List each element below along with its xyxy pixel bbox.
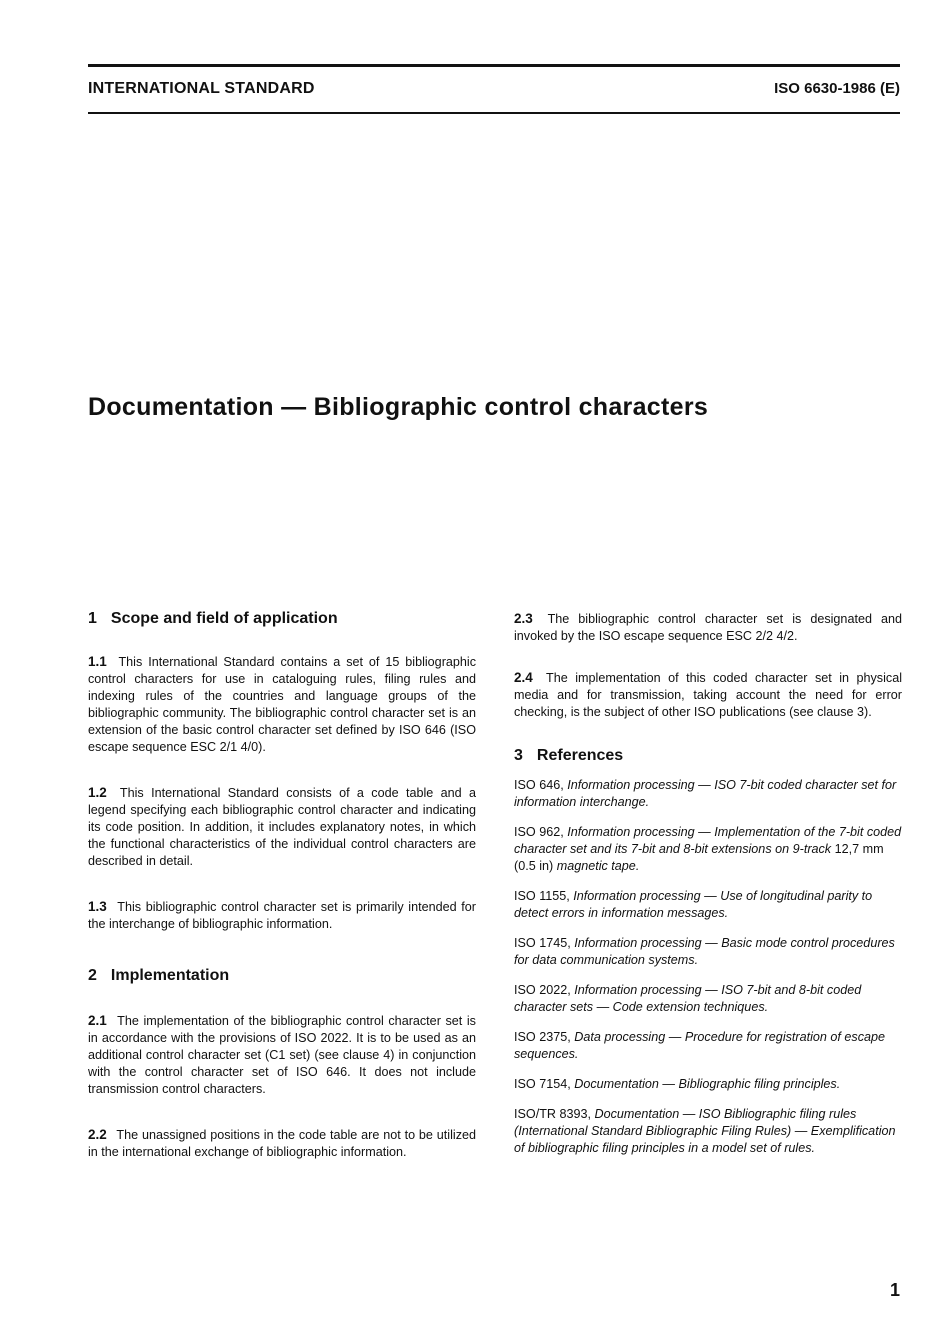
paragraph-2-2	[88, 1126, 476, 1161]
reference-title-suffix: 12,7 mm (0.5 in)	[514, 842, 884, 873]
paragraph-text: The bibliographic control character set is designated and invoked by the ISO escape sequence ESC 2/2 4/2.	[514, 612, 902, 643]
reference-iso-1745	[514, 935, 902, 969]
reference-title-end: magnetic tape.	[556, 859, 640, 873]
reference-title: Documentation — Bibliographic filing principles.	[574, 1077, 841, 1091]
page-number: 1	[889, 1280, 900, 1300]
section-number: 2	[88, 967, 97, 984]
document-type-label: INTERNATIONAL STANDARD	[88, 80, 315, 97]
paragraph-text: This International Standard contains a set of 15 bibliographic control characters for use in cataloguing rules, filing rules and indexing rules of the countries and language groups of the bibliographic community. The bibliographic control character set is an extension of the basic control character set defined by ISO 646 (ISO escape sequence ESC 2/1 4/0).	[88, 655, 476, 754]
section-heading-references	[514, 747, 902, 764]
section-number: 1	[88, 610, 97, 627]
reference-iso-2375	[514, 1029, 902, 1063]
paragraph-2-1	[88, 1012, 476, 1098]
reference-title: Information processing — Implementation of the 7-bit coded character set and its 7-bit and 8-bit extensions on 9-track	[514, 825, 902, 856]
reference-iso-1155	[514, 888, 902, 922]
section-heading-scope	[88, 610, 476, 627]
reference-code: ISO 2022,	[514, 983, 571, 997]
paragraph-number: 2.1	[88, 1013, 107, 1028]
paragraph-2-3	[514, 610, 902, 645]
left-column	[88, 606, 476, 1161]
section-number: 3	[514, 747, 523, 764]
paragraph-number: 1.3	[88, 899, 107, 914]
paragraph-text: This International Standard consists of a code table and a legend specifying each bibliographic control character and indicating its code position. In addition, it includes explanatory notes, in which the functional characteristics of the individual control characters are described in detail.	[88, 786, 476, 868]
section-heading-implementation	[88, 967, 476, 984]
paragraph-1-1	[88, 653, 476, 756]
paragraph-number: 1.2	[88, 785, 107, 800]
paragraph-text: The implementation of this coded character set in physical media and for transmission, taking account the need for error checking, is the subject of other ISO publications (see clause 3).	[514, 671, 902, 719]
standard-number: ISO 6630-1986 (E)	[774, 80, 900, 97]
reference-code: ISO/TR 8393,	[514, 1107, 591, 1121]
paragraph-text: The implementation of the bibliographic control character set is in accordance with the provisions of ISO 2022. It is to be used as an additional control character set (C1 set) (see clause 4) in conjunction with the control character set of ISO 646. It does not include transmission control characters.	[88, 1014, 476, 1096]
reference-code: ISO 962,	[514, 825, 564, 839]
reference-title: Information processing — Basic mode control procedures for data communication systems.	[514, 936, 895, 967]
reference-iso-962	[514, 824, 902, 875]
reference-iso-646	[514, 777, 902, 811]
paragraph-number: 2.3	[514, 611, 533, 626]
paragraph-text: This bibliographic control character set is primarily intended for the interchange of bibliographic information.	[88, 900, 477, 931]
section-title: References	[536, 747, 624, 764]
right-column	[514, 606, 902, 1157]
paragraph-1-2	[88, 784, 476, 870]
paragraph-number: 2.2	[88, 1127, 107, 1142]
header-top-rule	[88, 64, 900, 67]
reference-title: Information processing — ISO 7-bit coded character set for information interchange.	[514, 778, 897, 809]
header-bottom-rule	[88, 112, 900, 114]
reference-code: ISO 7154,	[514, 1077, 571, 1091]
reference-code: ISO 1155,	[514, 889, 570, 903]
reference-code: ISO 2375,	[514, 1030, 571, 1044]
paragraph-number: 1.1	[88, 654, 107, 669]
document-title: Documentation — Bibliographic control characters	[88, 393, 709, 421]
section-title: Scope and field of application	[110, 610, 338, 627]
reference-title: Information processing — Use of longitudinal parity to detect errors in information messages.	[514, 889, 873, 920]
paragraph-1-3	[88, 898, 476, 933]
reference-code: ISO 1745,	[514, 936, 571, 950]
paragraph-2-4	[514, 669, 902, 721]
paragraph-text: The unassigned positions in the code table are not to be utilized in the international exchange of bibliographic information.	[88, 1128, 476, 1159]
section-title: Implementation	[110, 967, 230, 984]
reference-iso-2022	[514, 982, 902, 1016]
reference-iso-7154	[514, 1076, 902, 1093]
paragraph-number: 2.4	[514, 670, 533, 685]
reference-title: Documentation — ISO Bibliographic filing rules (International Standard Bibliographic Filing Rules) — Exemplification of bibliographic filing principles in a model set of rules.	[514, 1107, 896, 1155]
reference-iso-tr-8393	[514, 1106, 902, 1157]
reference-code: ISO 646,	[514, 778, 564, 792]
reference-title: Data processing — Procedure for registration of escape sequences.	[514, 1030, 886, 1061]
reference-title: Information processing — ISO 7-bit and 8-bit coded character sets — Code extension techniques.	[514, 983, 862, 1014]
